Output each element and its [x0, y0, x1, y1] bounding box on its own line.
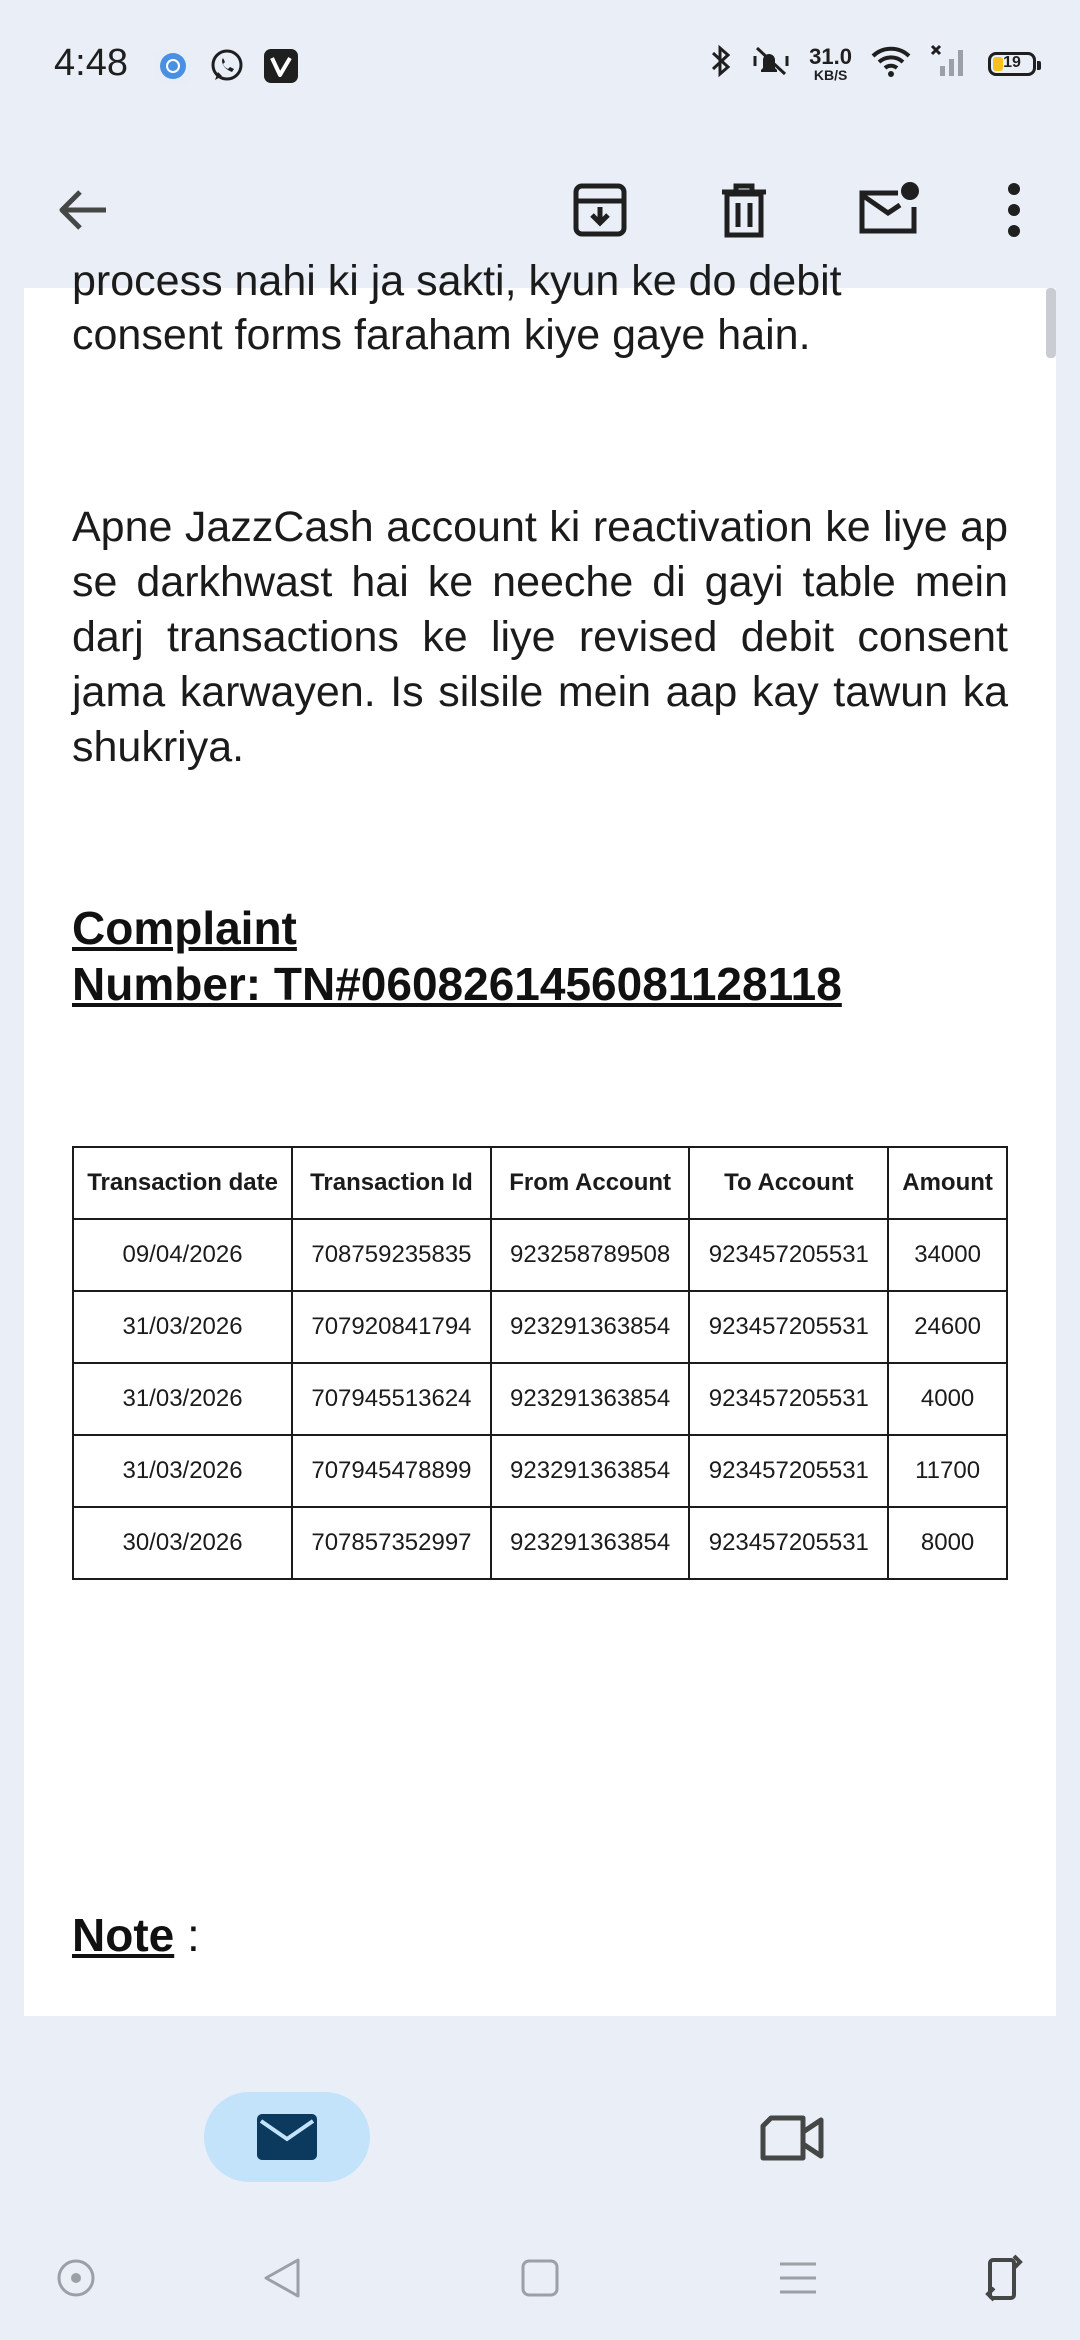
v-app-icon [262, 47, 300, 85]
assistant-icon [56, 2258, 96, 2298]
scrollbar-thumb[interactable] [1046, 288, 1056, 358]
battery-tip [1037, 61, 1041, 70]
battery-level: 19 [1003, 53, 1021, 71]
table-cell: 4000 [888, 1363, 1007, 1435]
table-cell: 31/03/2026 [73, 1363, 292, 1435]
notification-icons [154, 47, 300, 85]
table-cell: 707857352997 [292, 1507, 491, 1579]
system-status-icons [709, 44, 1036, 83]
complaint-value: Number: TN#0608261456081128118 [72, 958, 842, 1010]
delete-button[interactable] [704, 170, 784, 250]
nav-menu-icon [778, 2258, 818, 2298]
table-cell: 31/03/2026 [73, 1291, 292, 1363]
whatsapp-icon [208, 47, 246, 85]
table-cell: 707945478899 [292, 1435, 491, 1507]
chrome-icon [154, 47, 192, 85]
system-nav-bar [0, 2214, 1080, 2340]
table-row [73, 1219, 1007, 1291]
table-cell: 923457205531 [689, 1219, 888, 1291]
archive-button[interactable] [560, 170, 640, 250]
complaint-number [72, 900, 972, 1012]
trash-icon [718, 181, 770, 239]
rotate-icon [984, 2252, 1024, 2304]
column-header: Amount [888, 1147, 1007, 1219]
note-suffix: : [174, 1909, 200, 1961]
table-cell: 923291363854 [491, 1291, 690, 1363]
mail-tab[interactable] [204, 2092, 370, 2182]
table-cell: 24600 [888, 1291, 1007, 1363]
nav-back-button[interactable] [254, 2250, 310, 2306]
mark-unread-button[interactable] [848, 170, 928, 250]
table-cell: 708759235835 [292, 1219, 491, 1291]
email-text-line: consent forms faraham kiye gaye hain. [72, 311, 811, 359]
column-header: To Account [689, 1147, 888, 1219]
battery-indicator [988, 52, 1036, 76]
table-cell: 923291363854 [491, 1363, 690, 1435]
more-vert-icon [1004, 181, 1024, 239]
vibrate-mute-icon [751, 44, 791, 83]
table-cell: 923457205531 [689, 1363, 888, 1435]
bluetooth-icon [709, 44, 733, 83]
table-header-row [73, 1147, 1007, 1219]
email-text-cut-line: process nahi ki ja sakti, kyun ke do debit [72, 257, 842, 305]
table-row [73, 1435, 1007, 1507]
table-cell: 09/04/2026 [73, 1219, 292, 1291]
note-heading [72, 1908, 200, 1962]
transactions-table [72, 1146, 1008, 1580]
nav-back-icon [262, 2256, 302, 2300]
signal-icon [930, 44, 970, 83]
table-row [73, 1507, 1007, 1579]
assistant-button[interactable] [48, 2250, 104, 2306]
table-cell: 923457205531 [689, 1435, 888, 1507]
mark-unread-icon [856, 181, 920, 239]
table-cell: 34000 [888, 1219, 1007, 1291]
bottom-app-bar [0, 2064, 1080, 2214]
table-cell: 923258789508 [491, 1219, 690, 1291]
column-header: Transaction date [73, 1147, 292, 1219]
table-cell: 923291363854 [491, 1435, 690, 1507]
status-time: 4:48 [54, 42, 128, 84]
table-cell: 707920841794 [292, 1291, 491, 1363]
table-cell: 923457205531 [689, 1507, 888, 1579]
email-body[interactable] [24, 257, 1056, 2016]
nav-home-button[interactable] [512, 2250, 568, 2306]
table-row [73, 1291, 1007, 1363]
complaint-label: Complaint [72, 902, 297, 954]
wifi-icon [870, 44, 912, 83]
meet-tab[interactable] [752, 2098, 832, 2178]
status-bar [0, 0, 1080, 132]
table-cell: 31/03/2026 [73, 1435, 292, 1507]
mail-icon [256, 2113, 318, 2161]
column-header: Transaction Id [292, 1147, 491, 1219]
table-row [73, 1363, 1007, 1435]
nav-menu-button[interactable] [770, 2250, 826, 2306]
table-cell: 923291363854 [491, 1507, 690, 1579]
archive-icon [571, 181, 629, 239]
email-paragraph: Apne JazzCash account ki reactivation ke liye ap se darkhwast hai ke neeche di gayi table mein darj transactions ke liye revised debit consent jama karwayen. Is silsile mein aap kay tawun ka shukriya. [72, 503, 1008, 771]
net-speed-value: 31.0 [809, 43, 852, 69]
column-header: From Account [491, 1147, 690, 1219]
net-speed-unit: KB/S [813, 66, 848, 83]
video-meet-icon [759, 2112, 825, 2164]
table-cell: 707945513624 [292, 1363, 491, 1435]
nav-home-icon [520, 2258, 560, 2298]
more-options-button[interactable] [974, 170, 1054, 250]
rotate-button[interactable] [976, 2250, 1032, 2306]
table-cell: 11700 [888, 1435, 1007, 1507]
note-label: Note [72, 1909, 175, 1961]
net-speed [809, 43, 852, 83]
back-arrow-icon [54, 186, 110, 234]
table-cell: 8000 [888, 1507, 1007, 1579]
table-cell: 30/03/2026 [73, 1507, 292, 1579]
table-cell: 923457205531 [689, 1291, 888, 1363]
back-button[interactable] [42, 170, 122, 250]
